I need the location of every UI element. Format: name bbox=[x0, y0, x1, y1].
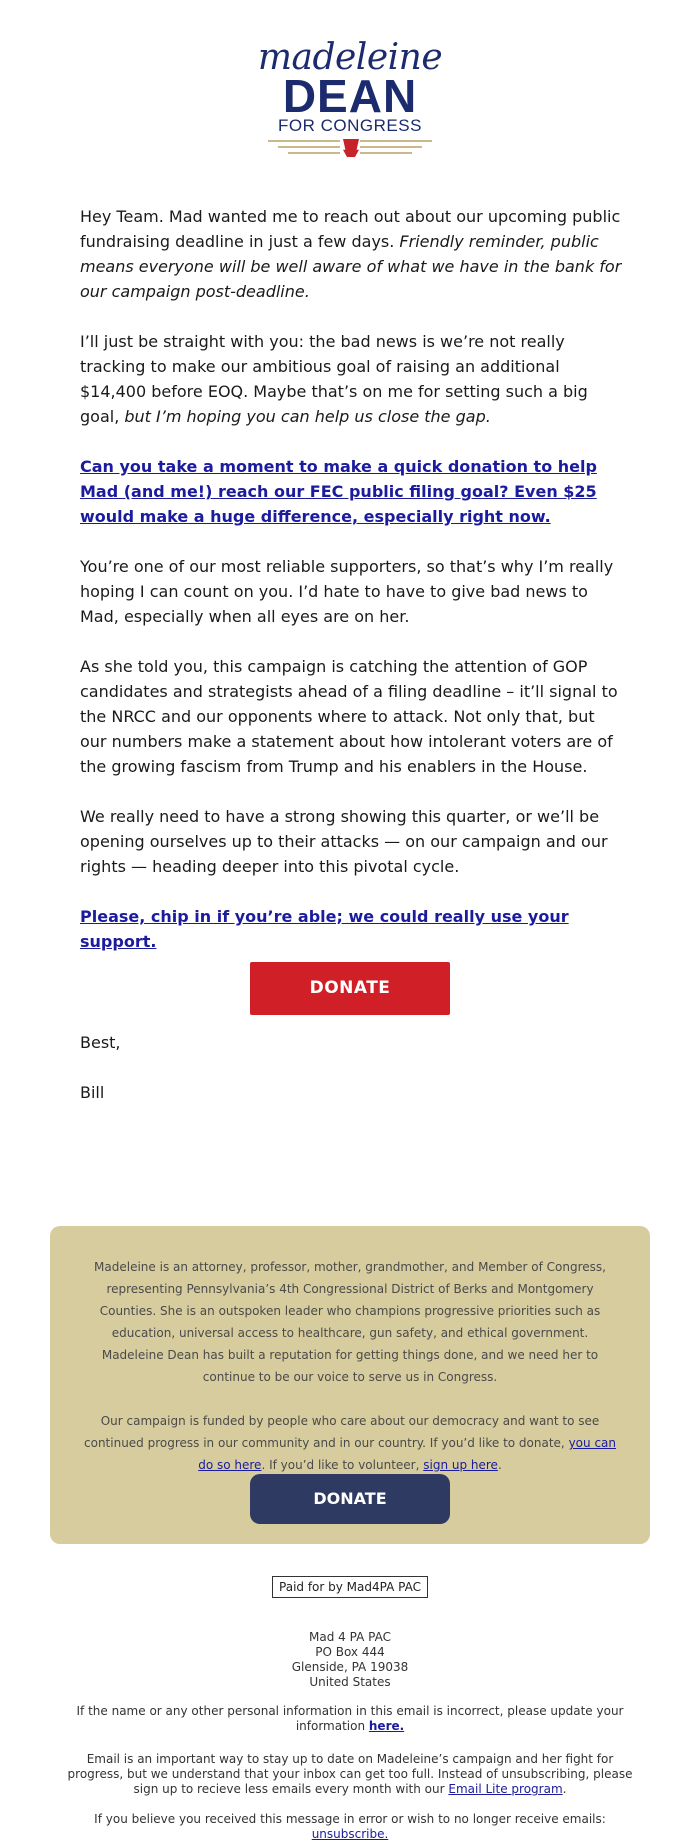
signoff bbox=[80, 1030, 380, 1130]
paragraph-gop: As she told you, this campaign is catching the attention of GOP candidates and strategists ahead of a filing deadline – it’ll signal to the NRCC and our opponents where to attack. Not only that, but our numbers make a statement about how intolerant voters are of the growing fascism from Trump and his enablers in the House. bbox=[80, 657, 618, 776]
donate-here-link[interactable]: you can do so here bbox=[198, 1436, 616, 1472]
paragraph-ask-link bbox=[80, 454, 625, 529]
logo-last-name: DEAN bbox=[282, 70, 418, 122]
update-info-notice: If the name or any other personal information in this email is incorrect, please update your information here. bbox=[76, 1704, 624, 1733]
about-text bbox=[80, 1256, 620, 1498]
paid-for-disclaimer: Paid for by Mad4PA PAC bbox=[272, 1576, 428, 1598]
update-info-link[interactable]: here. bbox=[368, 1719, 405, 1733]
unsubscribe-notice: If you believe you received this message in error or wish to no longer receive emails: unsubscribe. bbox=[94, 1812, 606, 1841]
footer-donate-button[interactable]: DONATE bbox=[250, 1474, 450, 1524]
address-line: PO Box 444 bbox=[315, 1645, 385, 1659]
email-lite-link[interactable]: Email Lite program bbox=[448, 1782, 563, 1796]
unsubscribe-link[interactable]: unsubscribe. bbox=[311, 1827, 389, 1841]
logo-subtitle: FOR CONGRESS bbox=[278, 116, 422, 135]
closing-text: Best, bbox=[80, 1033, 121, 1052]
chip-in-link[interactable]: Please, chip in if you’re able; we could really use your support. bbox=[80, 907, 569, 951]
paragraph-supporters: You’re one of our most reliable supporters, so that’s why I’m really hoping I can count on you. I’d hate to have to give bad news to Mad, especially when all eyes are on her. bbox=[80, 557, 614, 626]
email-lite-notice: Email is an important way to stay up to date on Madeleine’s campaign and her fight for progress, but we understand that your inbox can get too full. Instead of unsubscribing, please sign up to recieve less emails every month with our Email Lite program. bbox=[67, 1752, 633, 1796]
signer-name: Bill bbox=[80, 1083, 105, 1102]
funding-statement: Our campaign is funded by people who care about our democracy and want to see continued progress in our community and in our country. If you’d like to donate, you can do so here. If you’d like to volunteer, sign up here. bbox=[84, 1414, 616, 1472]
donate-button[interactable]: DONATE bbox=[250, 962, 450, 1015]
paragraph-intro: Hey Team. Mad wanted me to reach out about our upcoming public fundraising deadline in just a few days. Friendly reminder, public means everyone will be well aware of what we have in the bank for our campaign post-deadline. bbox=[80, 207, 622, 301]
address-line: United States bbox=[309, 1675, 391, 1689]
email-body bbox=[80, 204, 625, 979]
mailing-address bbox=[200, 1630, 500, 1690]
keystone-icon bbox=[343, 139, 359, 157]
volunteer-link[interactable]: sign up here bbox=[423, 1458, 498, 1472]
paragraph-goal: I’ll just be straight with you: the bad news is we’re not really tracking to make our ambitious goal of raising an additional $14,400 before EOQ. Maybe that’s on me for setting such a big goal, but I’m hoping you can help us close the gap. bbox=[80, 332, 588, 426]
paragraph-chip-in bbox=[80, 904, 625, 954]
address-line: Glenside, PA 19038 bbox=[291, 1660, 409, 1674]
paragraph-quarter: We really need to have a strong showing this quarter, or we’ll be opening ourselves up to their attacks — on our campaign and our rights — heading deeper into this pivotal cycle. bbox=[80, 807, 608, 876]
donation-ask-link[interactable]: Can you take a moment to make a quick donation to help Mad (and me!) reach our FEC public filing goal? Even $25 would make a huge difference, especially right now. bbox=[80, 457, 597, 526]
logo-first-name: madeleine bbox=[257, 37, 443, 78]
candidate-bio: Madeleine is an attorney, professor, mother, grandmother, and Member of Congress, representing Pennsylvania’s 4th Congressional District of Berks and Montgomery Counties. She is an outspoken leader who champions progressive priorities such as education, universal access to healthcare, gun safety, and ethical government. Madeleine Dean has built a reputation for getting things done, and we need her to continue to be our voice to serve us in Congress. bbox=[94, 1260, 606, 1384]
campaign-logo bbox=[250, 37, 450, 165]
logo-keystone-lines bbox=[250, 138, 450, 160]
about-section bbox=[50, 1226, 650, 1544]
address-line: Mad 4 PA PAC bbox=[309, 1630, 391, 1644]
